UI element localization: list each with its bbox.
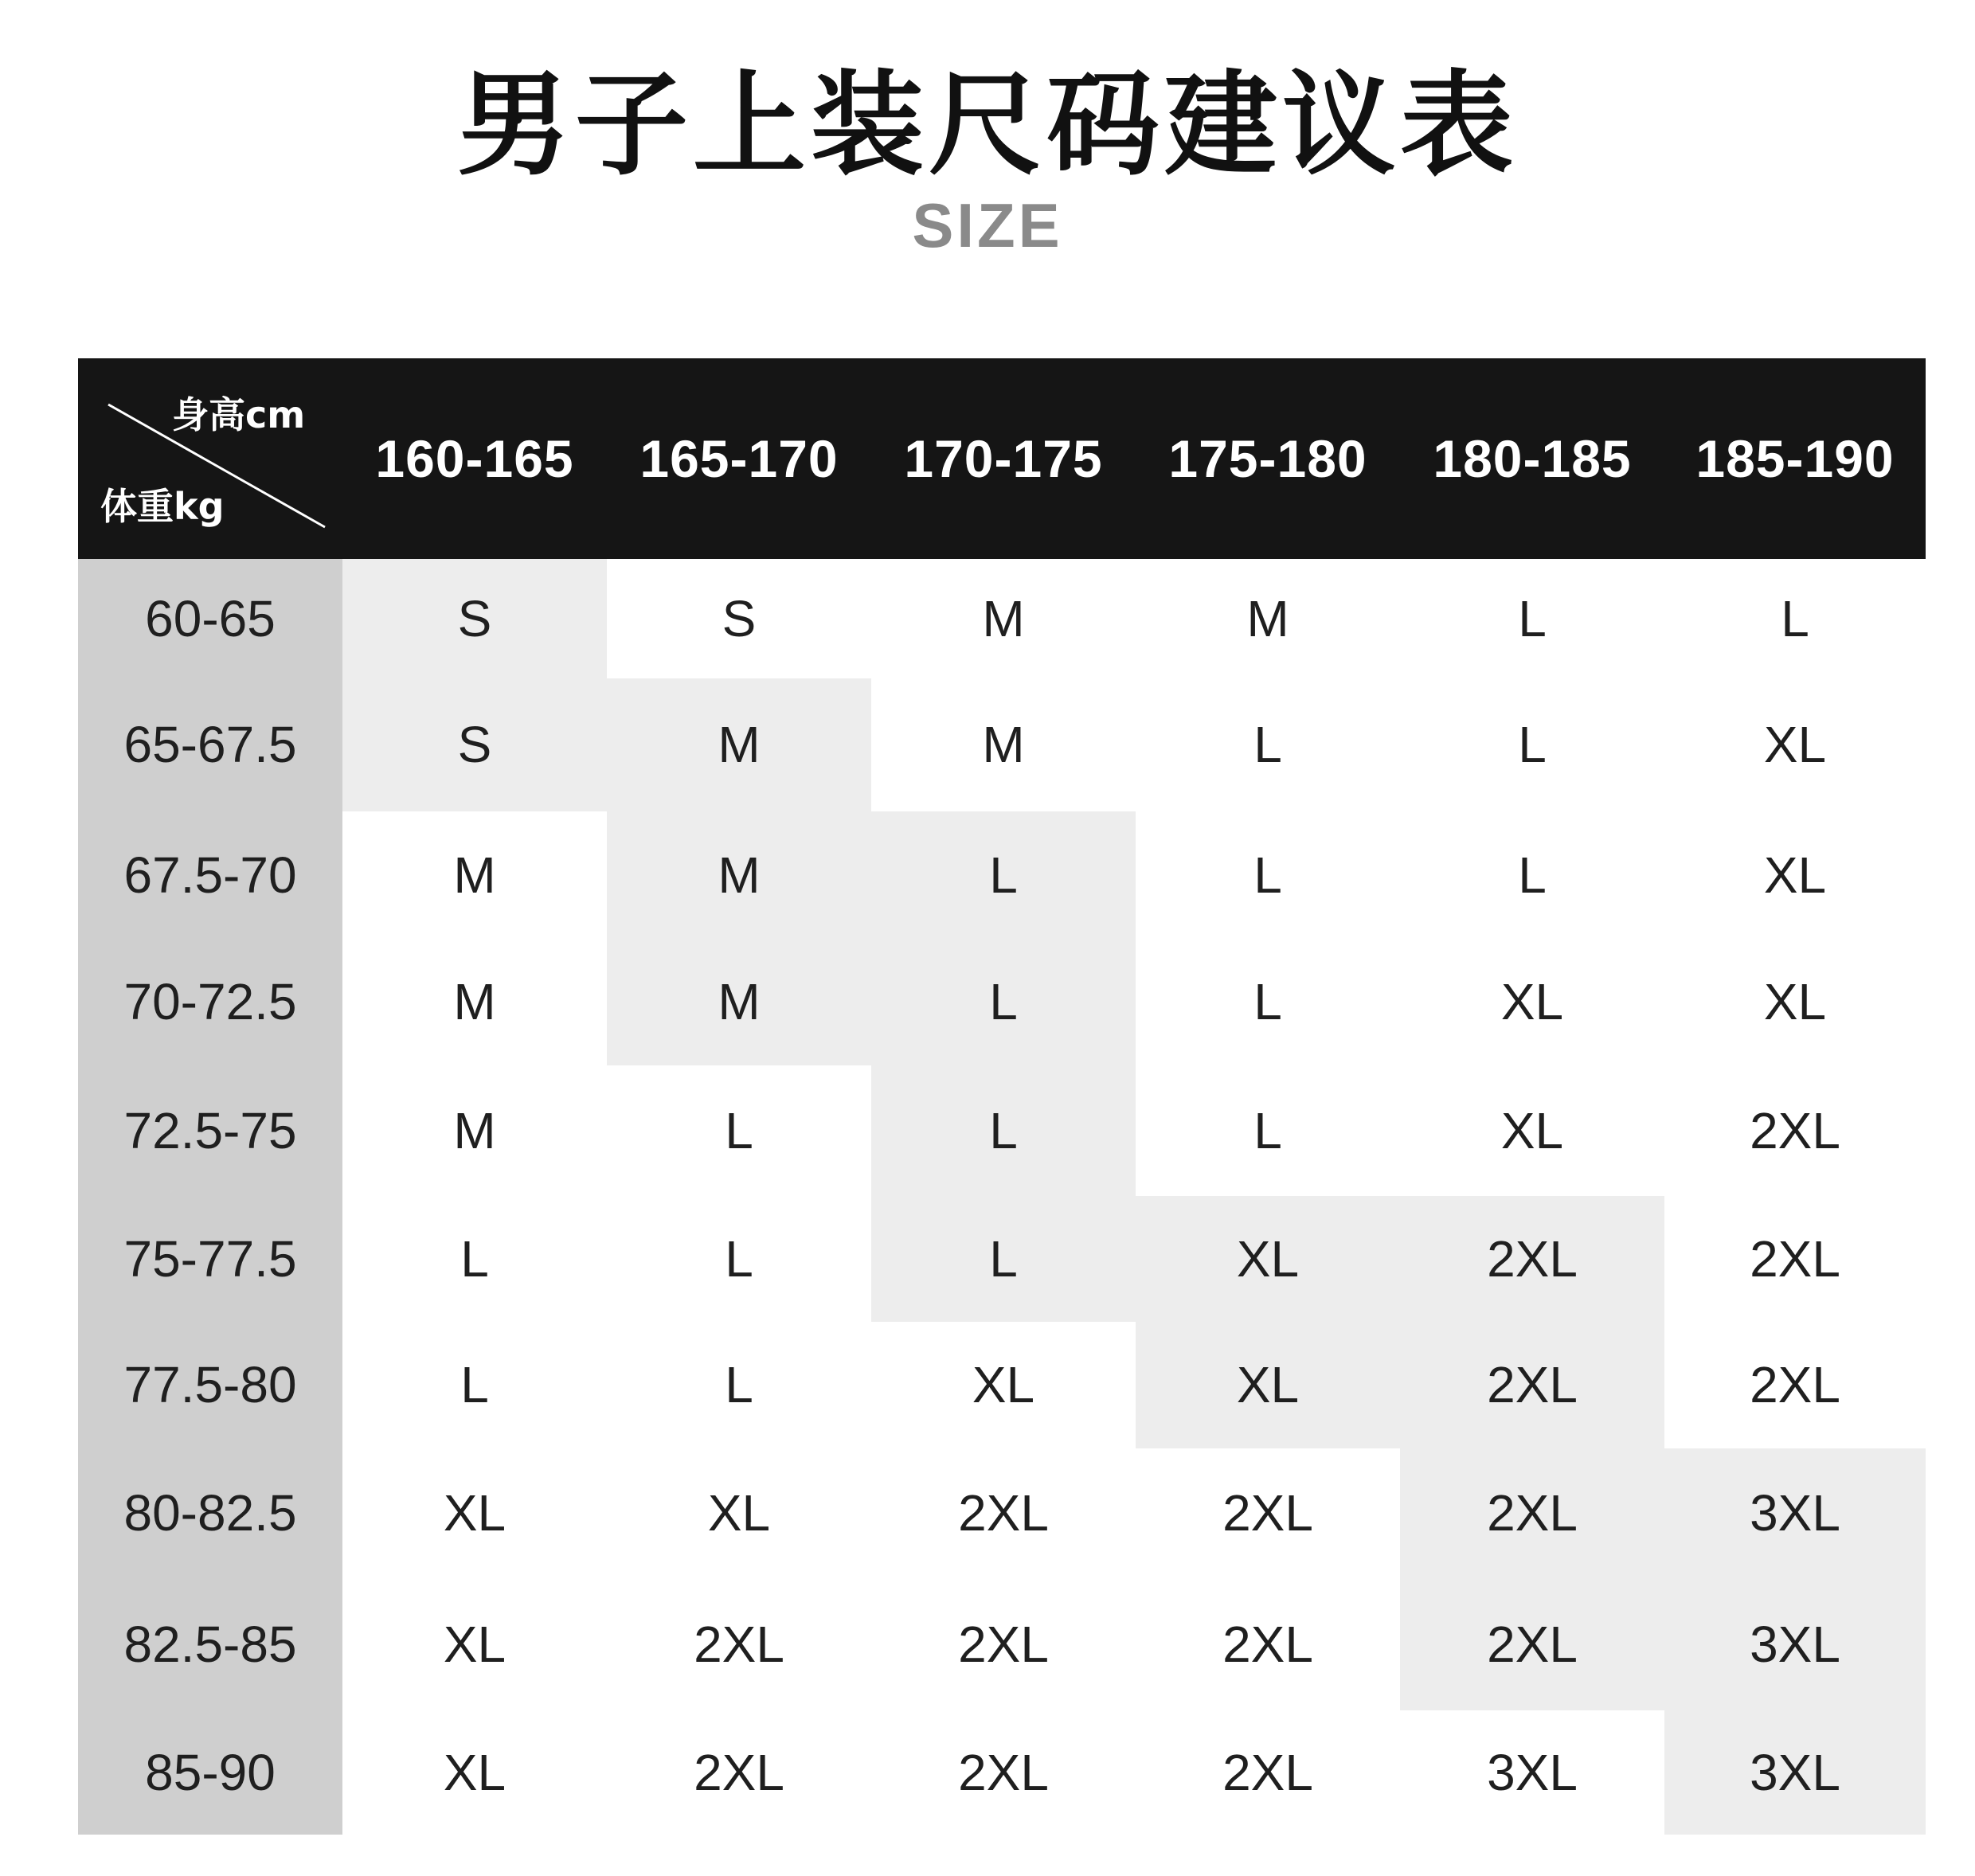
height-column-header: 180-185 — [1433, 429, 1632, 488]
size-cell: XL — [707, 1484, 771, 1542]
weight-row-header: 82.5-85 — [78, 1578, 342, 1710]
weight-row-header: 72.5-75 — [78, 1065, 342, 1196]
size-cell: 2XL — [958, 1484, 1049, 1542]
size-cell: 2XL — [1750, 1356, 1840, 1413]
size-cell: L — [460, 1356, 489, 1413]
size-cell: L — [1253, 846, 1282, 904]
size-cell: M — [453, 1102, 496, 1159]
size-cell: 2XL — [958, 1616, 1049, 1673]
size-cell: XL — [443, 1744, 506, 1801]
size-cell: L — [1253, 1102, 1282, 1159]
size-cell: XL — [443, 1616, 506, 1673]
height-column-header: 165-170 — [639, 429, 839, 488]
weight-row-header: 77.5-80 — [78, 1322, 342, 1448]
height-axis-label: 身高cm — [172, 393, 306, 436]
size-cell: L — [1253, 716, 1282, 773]
height-column-header: 170-175 — [904, 429, 1103, 488]
size-cell: 2XL — [1750, 1102, 1840, 1159]
weight-row-header: 75-77.5 — [78, 1196, 342, 1322]
size-cell: S — [342, 678, 607, 811]
size-cell: XL — [1763, 846, 1827, 904]
size-cell: L — [1253, 973, 1282, 1030]
size-chart-table — [78, 358, 1926, 1835]
size-cell: 2XL — [1750, 1230, 1840, 1288]
size-cell: 2XL — [1222, 1616, 1313, 1673]
size-cell: L — [871, 939, 1136, 1065]
size-cell: XL — [1763, 973, 1827, 1030]
size-cell: 3XL — [1664, 1448, 1926, 1578]
weight-row-header: 60-65 — [78, 559, 342, 678]
size-cell: S — [342, 559, 607, 678]
size-cell: 2XL — [958, 1744, 1049, 1801]
size-cell: S — [722, 590, 757, 647]
size-cell: M — [1246, 590, 1289, 647]
size-cell: XL — [1136, 1196, 1400, 1322]
size-cell: M — [982, 590, 1025, 647]
size-cell: L — [725, 1356, 753, 1413]
size-cell: M — [453, 973, 496, 1030]
size-cell: 2XL — [694, 1744, 784, 1801]
size-cell: 2XL — [1400, 1196, 1664, 1322]
size-cell: XL — [1500, 973, 1564, 1030]
size-cell: 3XL — [1487, 1744, 1578, 1801]
page-title: 男子上装尺码建议表 — [457, 60, 1518, 191]
weight-row-header: 80-82.5 — [78, 1448, 342, 1578]
height-column-header: 160-165 — [375, 429, 574, 488]
size-cell: 2XL — [1400, 1448, 1664, 1578]
size-cell: 2XL — [694, 1616, 784, 1673]
size-cell: L — [1518, 590, 1547, 647]
weight-row-header: 65-67.5 — [78, 678, 342, 811]
weight-row-header: 70-72.5 — [78, 939, 342, 1065]
size-cell: XL — [972, 1356, 1035, 1413]
size-cell: 2XL — [1400, 1578, 1664, 1710]
size-cell: M — [607, 678, 871, 811]
size-cell: M — [982, 716, 1025, 773]
size-cell: 2XL — [1222, 1744, 1313, 1801]
weight-row-header: 85-90 — [78, 1710, 342, 1835]
size-cell: L — [460, 1230, 489, 1288]
size-cell: L — [1781, 590, 1809, 647]
weight-row-header: 67.5-70 — [78, 811, 342, 939]
size-cell: 2XL — [1222, 1484, 1313, 1542]
table-corner-cell — [78, 358, 342, 559]
size-cell: M — [607, 939, 871, 1065]
size-cell: 3XL — [1664, 1710, 1926, 1835]
size-cell: 3XL — [1664, 1578, 1926, 1710]
size-cell: L — [1518, 846, 1547, 904]
size-cell: XL — [1763, 716, 1827, 773]
size-cell: XL — [443, 1484, 506, 1542]
height-column-header: 185-190 — [1695, 429, 1895, 488]
size-cell: L — [725, 1102, 753, 1159]
size-cell: M — [453, 846, 496, 904]
size-cell: L — [871, 811, 1136, 939]
size-cell: XL — [1136, 1322, 1400, 1448]
page-subtitle: SIZE — [912, 190, 1063, 260]
size-cell: L — [871, 1065, 1136, 1196]
height-column-header: 175-180 — [1168, 429, 1367, 488]
weight-axis-label: 体重kg — [100, 485, 225, 528]
size-cell: L — [1518, 716, 1547, 773]
size-cell: L — [871, 1196, 1136, 1322]
size-cell: 2XL — [1400, 1322, 1664, 1448]
size-cell: XL — [1500, 1102, 1564, 1159]
size-cell: M — [607, 811, 871, 939]
size-cell: L — [725, 1230, 753, 1288]
